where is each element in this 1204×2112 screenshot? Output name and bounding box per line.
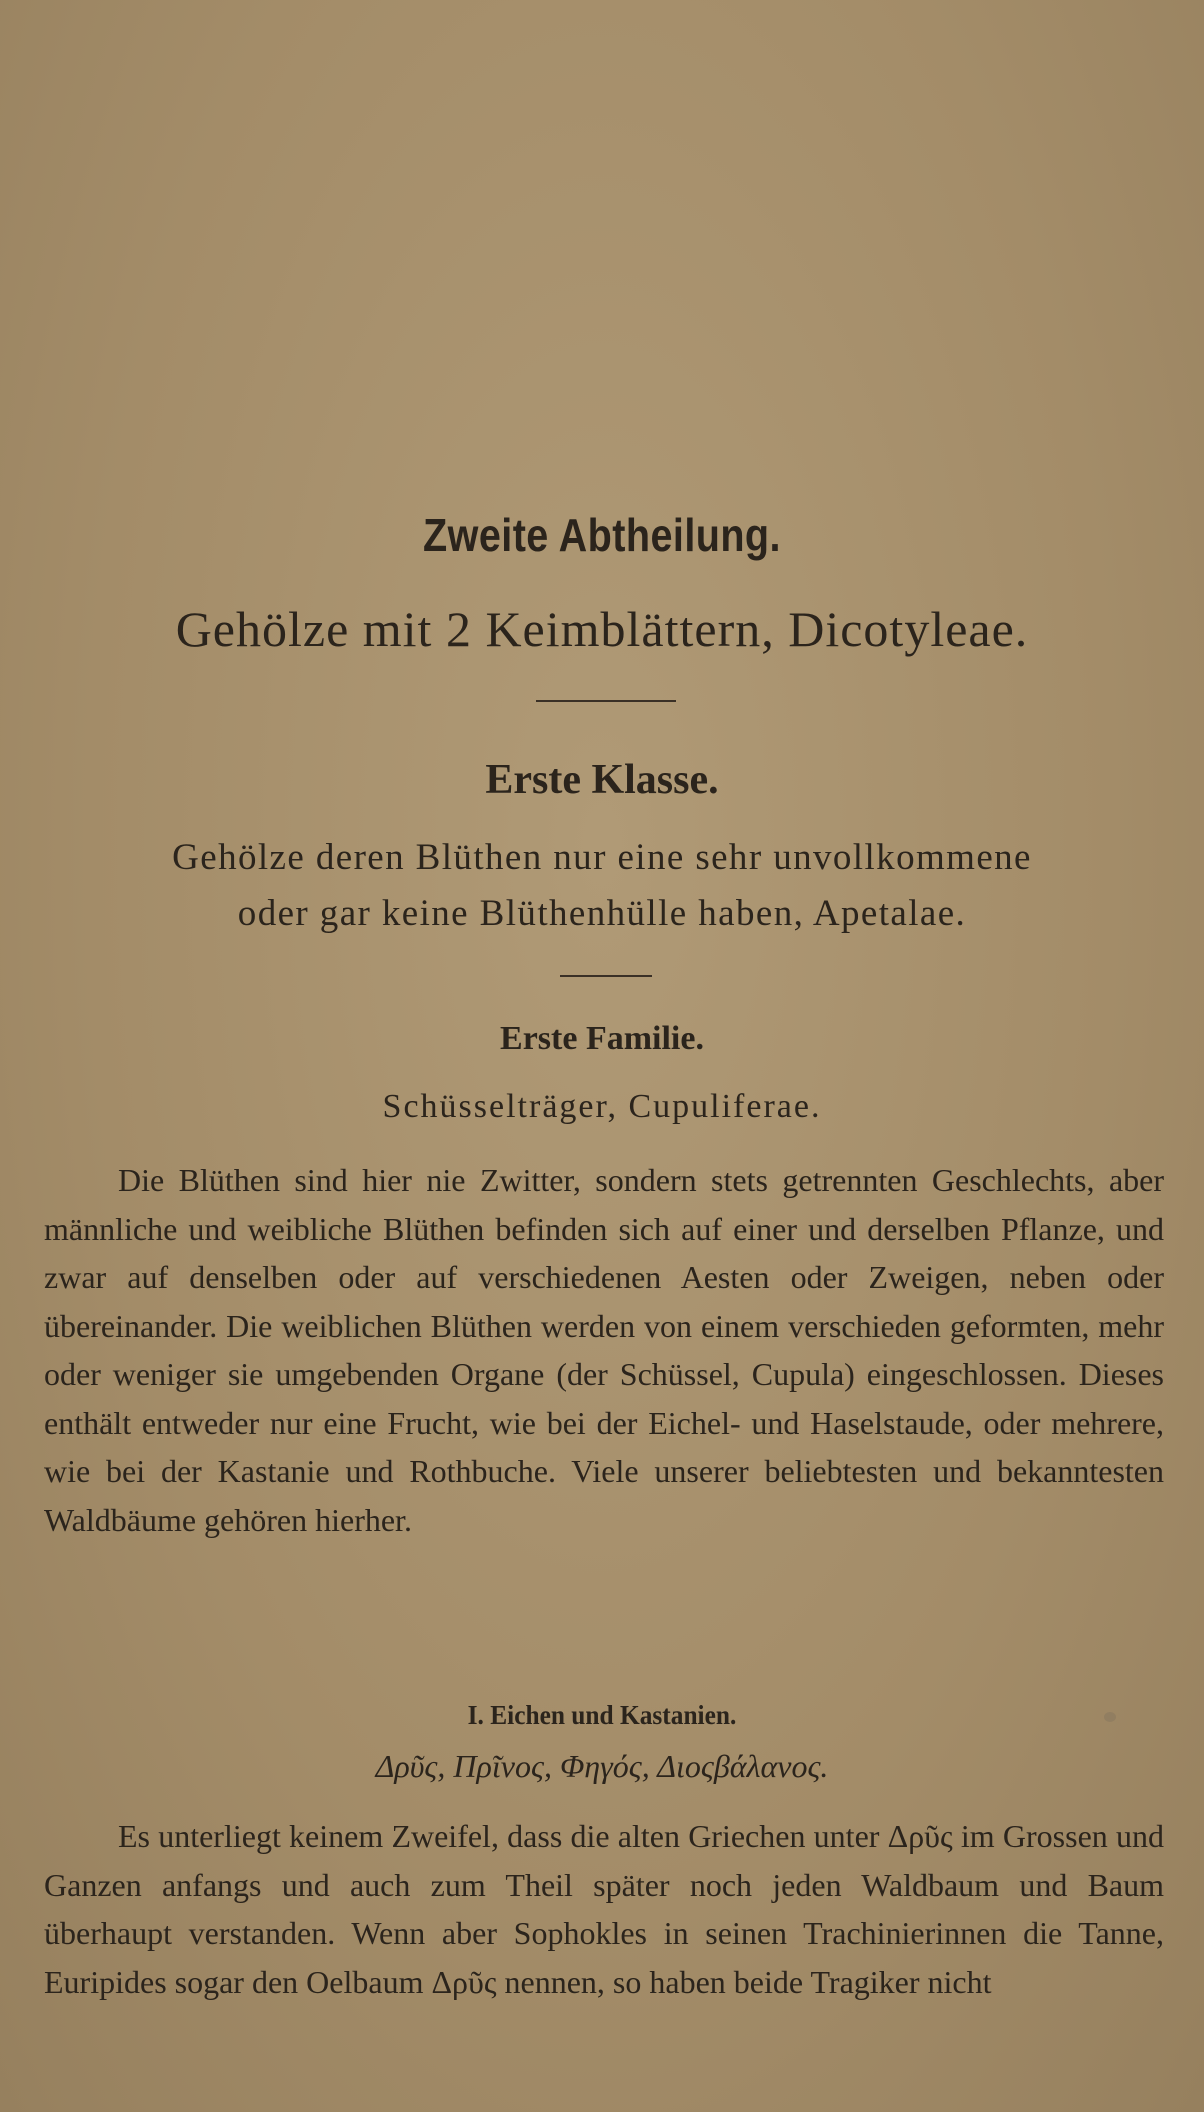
division-title: Zweite Abtheilung. (423, 509, 781, 561)
divider-rule (536, 700, 676, 702)
division-subtitle: Gehölze mit 2 Keimblättern, Dicotyleae. (175, 601, 1029, 657)
family-subtitle: Schüsselträger, Cupuliferae. (382, 1088, 822, 1125)
family-title: Erste Familie. (500, 1020, 704, 1057)
greek-names: Δρῦς, Πρῖνος, Φηγός, Διοςβάλανος. (375, 1748, 829, 1784)
family-paragraph: Die Blüthen sind hier nie Zwitter, sondern stets getrennten Geschlechts, aber männliche und weibliche Blüthen befinden sich auf einer und derselben Pflanze, und zwar auf denselben oder auf verschiedenen Aesten oder Zweigen, neben oder übereinander. Die weiblichen Blüthen werden von einem verschieden geformten, mehr oder weniger sie umgebenden Organe (der Schüssel, Cupula) eingeschlossen. Dieses enthält entweder nur eine Frucht, wie bei der Eichel- und Haselstaude, oder mehrere, wie bei der Kastanie und Rothbuche. Viele unserer beliebtesten und bekanntesten Waldbäume gehören hierher. (44, 1162, 1164, 1538)
class-description-line2: oder gar keine Blüthenhülle haben, Apetalae. (237, 893, 967, 934)
class-title: Erste Klasse. (485, 757, 719, 803)
class-description-line1: Gehölze deren Blüthen nur eine sehr unvollkommene (172, 837, 1032, 878)
section-paragraph: Es unterliegt keinem Zweifel, dass die alten Griechen unter Δρῦς im Grossen und Ganzen anfangs und auch zum Theil später noch jeden Waldbaum und Baum überhaupt verstanden. Wenn aber Sophokles in seinen Trachinierinnen die Tanne, Euripides sogar den Oelbaum Δρῦς nennen, so haben beide Tragiker nicht (44, 1818, 1164, 2000)
section-title: I. Eichen und Kastanien. (467, 1700, 737, 1730)
divider-rule (560, 975, 652, 977)
paper-spot (1104, 1712, 1116, 1722)
